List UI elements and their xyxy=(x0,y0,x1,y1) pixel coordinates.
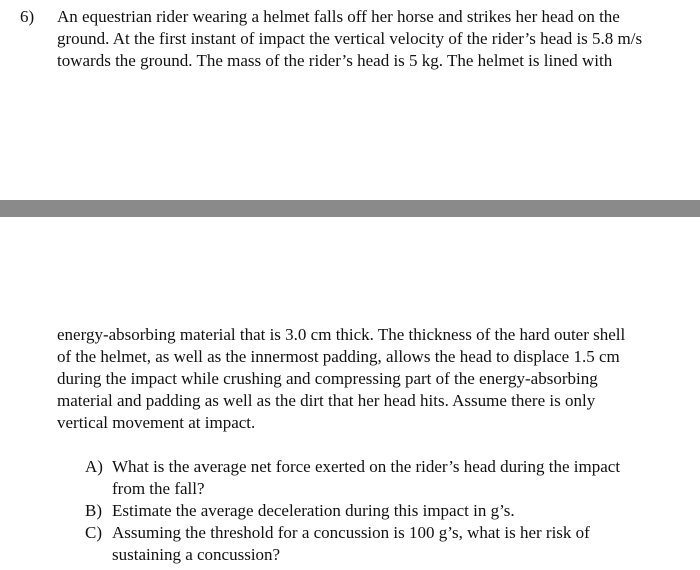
continuation-line: material and padding as well as the dirt that her head hits. Assume there is only xyxy=(57,391,596,410)
continuation-line: energy-absorbing material that is 3.0 cm thick. The thickness of the hard outer shell xyxy=(57,325,626,344)
question-letter: C) xyxy=(85,523,102,542)
intro-line: An equestrian rider wearing a helmet falls off her horse and strikes her head on the xyxy=(57,7,620,26)
question-line: Estimate the average deceleration during this impact in g’s. xyxy=(112,501,515,520)
problem-intro xyxy=(57,6,687,72)
question-line: sustaining a concussion? xyxy=(112,545,281,564)
problem-number: 6) xyxy=(20,7,35,26)
question-letter: A) xyxy=(85,457,103,476)
question-letter: B) xyxy=(85,501,102,520)
question-line: What is the average net force exerted on the rider’s head during the impact xyxy=(112,457,621,476)
continuation-line: vertical movement at impact. xyxy=(57,413,256,432)
continuation-line: of the helmet, as well as the innermost padding, allows the head to displace 1.5 cm xyxy=(57,347,620,366)
page-divider-bar xyxy=(0,200,700,217)
question-line: from the fall? xyxy=(112,479,205,498)
question-line: Assuming the threshold for a concussion is 100 g’s, what is her risk of xyxy=(112,523,590,542)
intro-line: ground. At the first instant of impact the vertical velocity of the rider’s head is 5.8 m/s xyxy=(57,29,643,48)
intro-line: towards the ground. The mass of the rider’s head is 5 kg. The helmet is lined with xyxy=(57,51,613,70)
question-list xyxy=(85,456,685,566)
problem-continuation xyxy=(57,324,687,434)
question-a xyxy=(85,456,685,500)
continuation-line: during the impact while crushing and compressing part of the energy-absorbing xyxy=(57,369,598,388)
question-b xyxy=(85,500,685,522)
question-c xyxy=(85,522,685,566)
